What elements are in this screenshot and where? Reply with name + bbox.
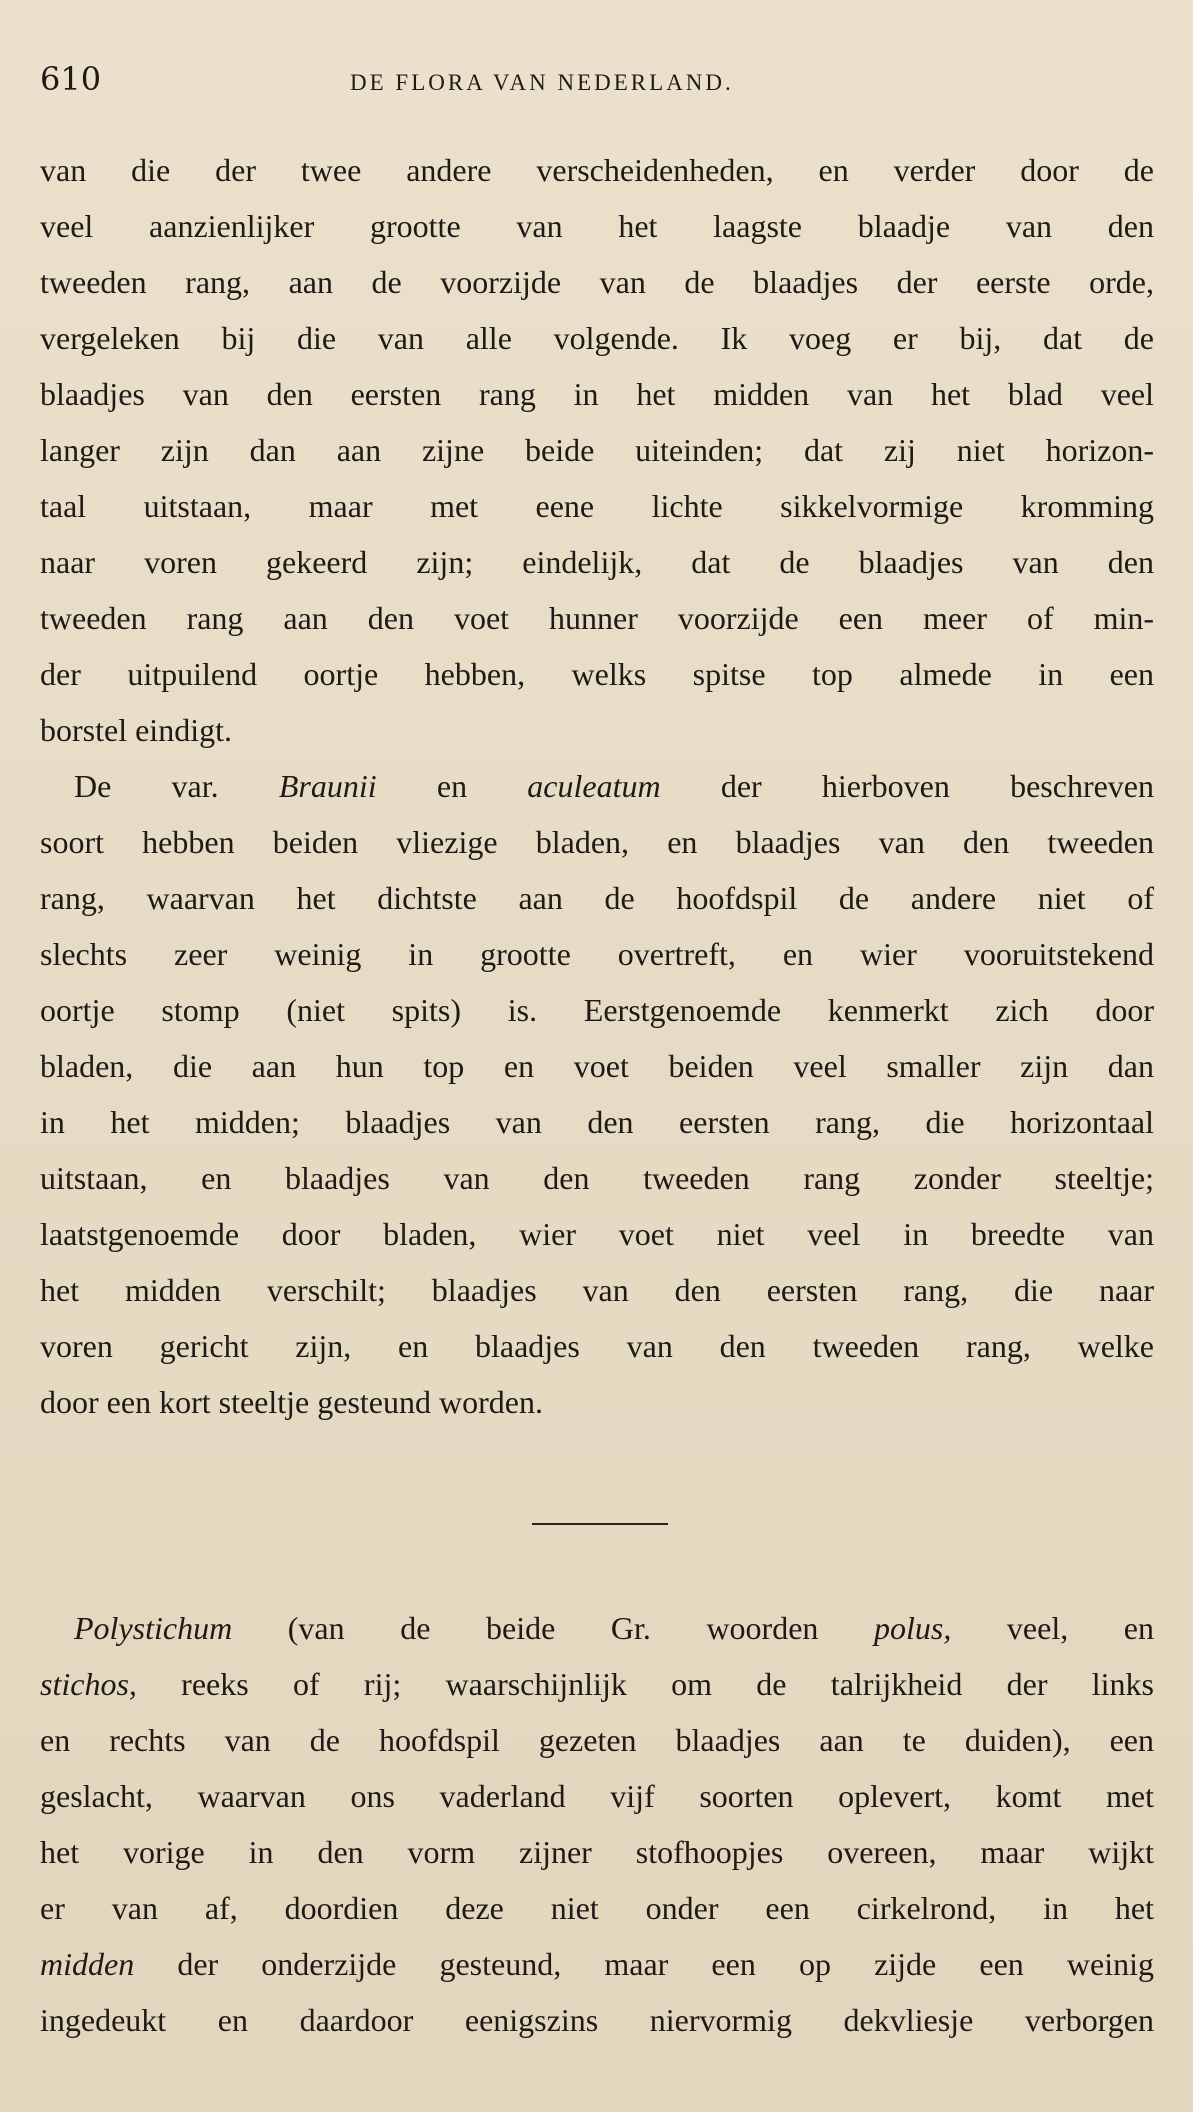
italic-term: midden [40, 1946, 135, 1982]
italic-term: stichos, [40, 1666, 137, 1702]
text-line: blaadjes van den eersten rang in het midden van het blad veel [40, 376, 1154, 412]
page-number: 610 [40, 60, 102, 98]
text-line: slechts zeer weinig in grootte overtreft, en wier vooruitstekend [40, 936, 1154, 972]
text-line [40, 1600, 1154, 1656]
text-line: laatstgenoemde door bladen, wier voet niet veel in breedte van [40, 1216, 1154, 1252]
text-line: rang, waarvan het dichtste aan de hoofdspil de andere niet of [40, 880, 1154, 916]
text-line: soort hebben beiden vliezige bladen, en blaadjes van den tweeden [40, 824, 1154, 860]
italic-term: aculeatum [527, 768, 661, 804]
text-run: (van de beide Gr. woorden [232, 1610, 874, 1646]
running-header [40, 54, 1160, 104]
text-run: veel, en [951, 1610, 1155, 1646]
section-divider [532, 1523, 668, 1525]
text-line: ingedeukt en daardoor eenigszins niervormig dekvliesje verborgen [40, 2002, 1154, 2038]
italic-term: Braunii [278, 768, 377, 804]
text-line: naar voren gekeerd zijn; eindelijk, dat de blaadjes van den [40, 544, 1154, 580]
text-run: reeks of rij; waarschijnlijk om de talrijkheid der links [136, 1666, 1154, 1702]
text-line: geslacht, waarvan ons vaderland vijf soorten oplevert, komt met [40, 1778, 1154, 1814]
text-line [40, 1936, 1154, 1992]
text-line: uitstaan, en blaadjes van den tweeden rang zonder steeltje; [40, 1160, 1154, 1196]
text-line: in het midden; blaadjes van den eersten rang, die horizontaal [40, 1104, 1154, 1140]
text-run: en [376, 768, 528, 804]
text-line: langer zijn dan aan zijne beide uiteinden; dat zij niet horizon- [40, 432, 1154, 468]
running-title: DE FLORA VAN NEDERLAND. [350, 70, 734, 95]
paragraph-polystichum [40, 1600, 1154, 2048]
paragraph-varieties [40, 758, 1154, 1430]
text-line: het midden verschilt; blaadjes van den eersten rang, die naar [40, 1272, 1154, 1308]
italic-term: Polystichum [74, 1610, 233, 1646]
text-line: taal uitstaan, maar met eene lichte sikkelvormige kromming [40, 488, 1154, 524]
text-line: bladen, die aan hun top en voet beiden veel smaller zijn dan [40, 1048, 1154, 1084]
text-line: tweeden rang aan den voet hunner voorzijde een meer of min- [40, 600, 1154, 636]
text-run: der hierboven beschreven [660, 768, 1155, 804]
text-line: er van af, doordien deze niet onder een cirkelrond, in het [40, 1890, 1154, 1926]
text-line: en rechts van de hoofdspil gezeten blaadjes aan te duiden), een [40, 1722, 1154, 1758]
text-line [40, 1656, 1154, 1712]
text-line: tweeden rang, aan de voorzijde van de blaadjes der eerste orde, [40, 264, 1154, 300]
text-line: der uitpuilend oortje hebben, welks spitse top almede in een [40, 656, 1154, 692]
text-line: borstel eindigt. [40, 712, 232, 748]
italic-term: polus, [874, 1610, 952, 1646]
text-run: De var. [74, 768, 279, 804]
text-run: der onderzijde gesteund, maar een op zijde een weinig [134, 1946, 1154, 1982]
text-line: vergeleken bij die van alle volgende. Ik voeg er bij, dat de [40, 320, 1154, 356]
text-line: voren gericht zijn, en blaadjes van den tweeden rang, welke [40, 1328, 1154, 1364]
text-line: door een kort steeltje gesteund worden. [40, 1384, 543, 1420]
text-line: van die der twee andere verscheidenheden, en verder door de [40, 152, 1154, 188]
paragraph-continuation [40, 142, 1154, 758]
text-line: oortje stomp (niet spits) is. Eerstgenoemde kenmerkt zich door [40, 992, 1154, 1028]
text-line: veel aanzienlijker grootte van het laagste blaadje van den [40, 208, 1154, 244]
text-line [40, 758, 1154, 814]
text-line: het vorige in den vorm zijner stofhoopjes overeen, maar wijkt [40, 1834, 1154, 1870]
